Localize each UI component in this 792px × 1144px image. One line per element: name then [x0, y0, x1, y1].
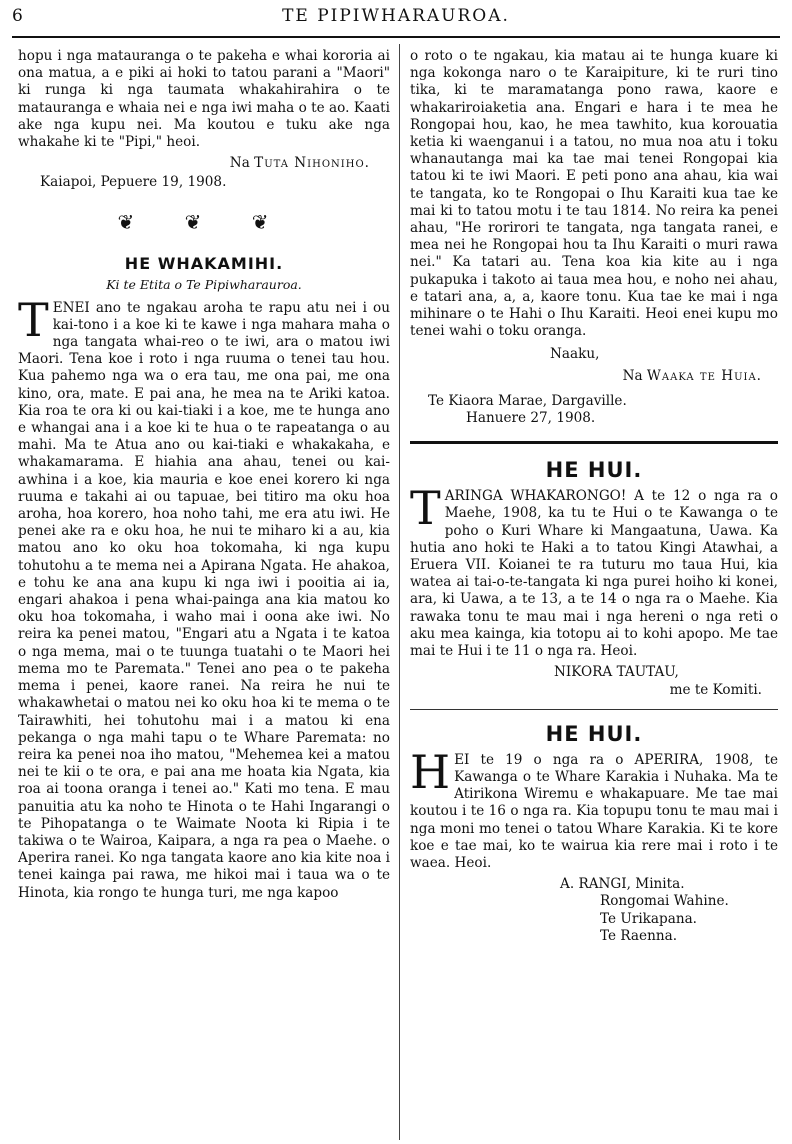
page-header: [0, 0, 792, 44]
article-subheading: Ki te Etita o Te Pipiwharauroa.: [106, 276, 302, 292]
article-signature: Na Waaka te Huia.: [622, 367, 762, 384]
article-place: Te Kiaora Marae, Dargaville.: [428, 392, 627, 409]
notice-signature-committee: me te Komiti.: [669, 681, 762, 698]
article-body: TENEI ano te ngakau aroha te rapu atu nei i ou kai-tono i a koe ki te kawe i nga mahara maha o nga tangata whai-reo o te iwi, ara o matou iwi Maori. Tena koe i roto i nga ruuma o tenei tau hou. Kua pahemo nga wa o era tau, me ona pai, me ona kino, ora, mate. E pai ana, he mea na te Ariki katoa. Kia roa te ora ki ou kai-tiaki i a koe, me te hunga ano e whangai ana i a koe ki te hua o te rapeatanga o au mahi. Ma te Atua ano ou kai-tiaki e whakakaha, e whakamarama. E hiahia ana ahau, tenei ou kai-awhina i a koe, kia mauria e koe enei korero ki nga ruuma e takahi ai ou tapuae, bei titiro ma oku hoa aroha, hoa korero, hoa noho tahi, me era atu iwi. He penei ake ra e oku hoa, he nui te miharo ki a au, kia matou ano ko oku hoa tokomaha, ki nga kupu tohutohu a te mema nei a Apirana Ngata. He ahakoa, e tohu ke ana ana kupu ki nga iwi i pooitia ai ia, engari ahakoa i pena whai-painga ana kia matou ko oku hoa tokomaha, i waho mai i oona ake iwi. No reira ka penei matou, "Engari atu a Ngata i te katoa o nga mema, mai o te tuunga tuatahi o te Maori hei mema mo te Paremata." Tenei ano pea o te pakeha mema i penei, kaore ranei. Na reira he nui te whakawhetai o matou nei ko oku hoa ki te mema o te Tairawhiti, hei tohutohu mai i a matou ki ena pekanga o nga mahi tapu o te Whare Paremata: no reira ka penei noa iho matou, "Mehemea kei a matou nei te kii o te ora, e pai ana me hoata kia Ngata, kia roa ai toona oranga i tenei ao." Kati mo tena. E mau panuitia atu ka noho te Hinota o te Hahi Ingarangi o te Pihopatanga o te Waimate Noota ki Ripia i te takiwa o te Wairoa, Kaipara, a nga ra pea o Maehe. o Aperira ranei. Ko nga tangata kaore ano kia kite noa i tenei kainga pai rawa, me hikoi mai i taua wa o te Hinota, kia rongo te hunga turi, me nga kapoo: [18, 292, 390, 901]
section-rule: [410, 709, 778, 710]
left-column: [18, 48, 390, 1138]
notice-signatory: Rongomai Wahine.: [600, 893, 729, 910]
ornament-divider: ❦ ❦ ❦: [117, 209, 291, 234]
letter-signature-name: Tuta Nihoniho.: [254, 155, 370, 172]
column-divider: [399, 44, 400, 1140]
drop-cap: H: [410, 744, 451, 799]
notice-signatory: Te Urikapana.: [600, 910, 698, 927]
notice-signature: NIKORA TAUTAU,: [554, 664, 679, 681]
newspaper-title: TE PIPIWHARAUROA.: [282, 6, 510, 26]
section-rule: [410, 441, 778, 444]
article-closing: Naaku,: [550, 346, 600, 363]
notice-body: HEI te 19 o nga ra o APERIRA, 1908, te Kawanga o te Whare Karakia i Nuhaka. Ma te Atirikona Wiremu e whakapuare. Me tae mai koutou i te 16 o nga ra. Kia topupu tonu te mau mai i nga moni mo tenei o tatou Whare Karakia. Ki te kore koe e tae mai, ko te wairua kia rere mai i roto i te waea. Heoi.: [410, 744, 778, 871]
article-signature-name: Waaka te Huia.: [646, 367, 762, 384]
notice-signatory: Te Raenna.: [600, 927, 678, 944]
right-column: [410, 48, 778, 1138]
letter-continuation: hopu i nga matauranga o te pakeha e whai kororia ai ona matua, a e piki ai hoki to tatou parani a "Maori" ki runga ki nga taumata whakahirahira o te matauranga e whaia nei e nga iwi maha o te ao. Kaati ake nga kupu nei. Ma koutou e tuku ake nga whakahe ki te "Pipi," heoi.: [18, 48, 390, 151]
notice-signature: A. RANGI, Minita.: [560, 876, 685, 893]
letter-signature: Na Tuta Nihoniho.: [229, 155, 370, 172]
article-date: Hanuere 27, 1908.: [466, 410, 596, 427]
letter-place-date: Kaiapoi, Pepuere 19, 1908.: [40, 174, 227, 191]
notice-body: TARINGA WHAKARONGO! A te 12 o nga ra o Maehe, 1908, ka tu te Hui o te Kawanga o te poho o Kuri Whare ki Mangaatuna, Uawa. Ka hutia ano hoki te Haki a to tatou Kingi Atawhai, a Eruera VII. Koianei te ra tuturu mo taua Hui, kia watea ai tai-o-te-tangata ki nga purei hoiho ki konei, ara, ki Uawa, a te 13, a te 14 o nga ra o Maehe. Kia rawaka tonu te mau mai i nga hereni o nga reti o aku mea kainga, kia totopu ai to kohi apopo. Me tae mai te Hui i te 11 o nga ra. Heoi.: [410, 481, 778, 660]
notice-heading: HE HUI.: [545, 458, 643, 483]
article-continuation: o roto o te ngakau, kia matau ai te hunga kuare ki nga kokonga naro o te Karaipiture, ki te ruri tino tika, ki te maramatanga pono rawa, kaore e whakariroiaketia ana. Engari e hara i te mea he Rongopai hou, kao, he mea tawhito, kua korouatia ketia ki waenganui i a tatou, no mua noa atu i toku whanautanga mai ka tae mai tenei Rongopai kia tatou ki te iwi Maori. E peti pono ana ahau, kia wai te tangata, ko te Rongopai o Ihu Karaiti kua tae ke mai ki to tatou motu i te tau 1814. No reira ka penei ahau, "He rorirori te tangata, nga tangata ranei, e mea nei he Rongopai hou ta Ihu Karaiti o muri rawa nei." Ka tatari au. Tena koa kia kite au i nga pukapuka i takoto ai taua mea hou, e noho nei ahau, e tatari ana, a, a, kaore tonu. Kua tae ke mai i nga mihinare o te Hahi o Ihu Karaiti. Heoi enei kupu mo tenei wahi o toku oranga.: [410, 48, 778, 340]
page-number: 6: [12, 6, 23, 26]
header-rule: [12, 36, 780, 38]
notice-heading: HE HUI.: [545, 721, 643, 746]
drop-cap: T: [410, 481, 441, 536]
drop-cap: T: [18, 292, 49, 347]
article-heading: HE WHAKAMIHI.: [124, 253, 284, 273]
